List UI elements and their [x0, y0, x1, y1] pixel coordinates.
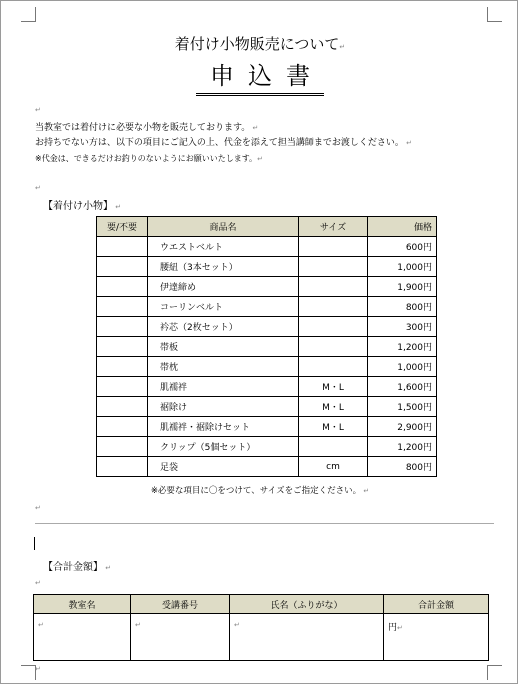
document-title[interactable]: 着付け小物販売について↵ [174, 35, 346, 53]
size-cell[interactable] [299, 237, 368, 257]
product-name-text: ウエストベルト [160, 243, 224, 253]
size-cell[interactable] [299, 277, 368, 297]
need-cell[interactable] [97, 297, 148, 317]
price [368, 437, 437, 457]
price-text: 800円 [405, 463, 432, 473]
header-price: 価格 [368, 217, 437, 237]
intro-text[interactable] [35, 121, 412, 167]
selection-note[interactable]: ※必要な項目に〇をつけて、サイズをご指定ください。 ↵ [150, 486, 370, 496]
price-text: 1,200円 [397, 343, 432, 353]
header-total-amount: 合計金額 [384, 595, 489, 614]
product-name-text: クリップ（5個セット） [160, 443, 256, 453]
size-cell-text: cm [326, 461, 340, 472]
product-name-text: 腰紐（3本セット） [160, 263, 238, 273]
size-cell[interactable] [299, 317, 368, 337]
price-text: 1,000円 [397, 363, 432, 373]
student-number-cell[interactable]: ↵ [131, 614, 230, 661]
product-name-text: 肌襦袢 [160, 383, 188, 393]
price-text: 300円 [405, 323, 432, 333]
product-name-text: 衿芯（2枚セット） [160, 323, 238, 333]
item-row [97, 257, 437, 277]
header-classroom: 教室名 [34, 595, 131, 614]
product-name [148, 357, 299, 377]
need-cell[interactable] [97, 257, 148, 277]
crop-mark-top-left [21, 7, 36, 22]
item-row [97, 417, 437, 437]
need-cell[interactable] [97, 397, 148, 417]
price-text: 2,900円 [397, 423, 432, 433]
paragraph-mark: ↵ [35, 504, 41, 512]
total-entry-row [34, 614, 489, 661]
price [368, 277, 437, 297]
price [368, 317, 437, 337]
need-cell[interactable] [97, 377, 148, 397]
price [368, 297, 437, 317]
crop-mark-bottom-left [21, 665, 36, 680]
need-cell[interactable] [97, 237, 148, 257]
classroom-cell[interactable]: ↵ [34, 614, 131, 661]
total-amount-cell[interactable]: 円↵ [384, 614, 489, 661]
price [368, 457, 437, 477]
application-form-title[interactable]: 申込書 [1, 61, 518, 96]
product-name [148, 237, 299, 257]
product-name [148, 417, 299, 437]
need-cell[interactable] [97, 357, 148, 377]
price-text: 1,900円 [397, 283, 432, 293]
size-cell[interactable] [299, 337, 368, 357]
item-row [97, 317, 437, 337]
product-name [148, 337, 299, 357]
intro-line-1: 当教室では着付けに必要な小物を販売しております。 ↵ [35, 123, 259, 133]
size-cell-text: M・L [322, 423, 344, 433]
product-name [148, 457, 299, 477]
need-cell[interactable] [97, 277, 148, 297]
header-product: 商品名 [148, 217, 299, 237]
product-name [148, 437, 299, 457]
product-name-text: 足袋 [160, 463, 179, 473]
items-section-heading[interactable]: 【着付け小物】 ↵ [43, 201, 122, 212]
crop-mark-bottom-right [487, 665, 502, 680]
header-size: サイズ [299, 217, 368, 237]
text-cursor [34, 537, 35, 550]
paragraph-mark: ↵ [35, 106, 41, 114]
product-name [148, 297, 299, 317]
price [368, 417, 437, 437]
item-row [97, 397, 437, 417]
product-name-text: 伊達締め [160, 283, 197, 293]
item-row [97, 297, 437, 317]
size-cell[interactable] [299, 257, 368, 277]
product-name [148, 397, 299, 417]
size-cell[interactable] [299, 397, 368, 417]
size-cell-text: M・L [322, 383, 344, 393]
name-cell[interactable]: ↵ [230, 614, 384, 661]
price [368, 257, 437, 277]
total-header-row [34, 595, 489, 614]
header-name: 氏名（ふりがな） [230, 595, 384, 614]
price-text: 1,000円 [397, 263, 432, 273]
items-table[interactable] [96, 216, 437, 477]
product-name-text: コーリンベルト [160, 303, 224, 313]
size-cell[interactable] [299, 417, 368, 437]
price [368, 337, 437, 357]
item-row [97, 457, 437, 477]
item-row [97, 237, 437, 257]
product-name [148, 317, 299, 337]
need-cell[interactable] [97, 337, 148, 357]
price-text: 1,600円 [397, 383, 432, 393]
product-name-text: 帯枕 [160, 363, 179, 373]
paragraph-mark: ↵ [35, 665, 41, 673]
crop-mark-top-right [487, 7, 502, 22]
size-cell[interactable] [299, 437, 368, 457]
item-row [97, 357, 437, 377]
paragraph-mark: ↵ [35, 184, 41, 192]
product-name [148, 257, 299, 277]
need-cell[interactable] [97, 417, 148, 437]
items-header-row [97, 217, 437, 237]
paragraph-mark: ↵ [35, 579, 41, 587]
item-row [97, 337, 437, 357]
item-row [97, 437, 437, 457]
item-row [97, 377, 437, 397]
intro-line-2: お持ちでない方は、以下の項目にご記入の上、代金を添えて担当講師までお渡しください。 ↵ [35, 138, 413, 148]
size-cell[interactable] [299, 357, 368, 377]
price-text: 1,200円 [397, 443, 432, 453]
need-cell[interactable] [97, 317, 148, 337]
size-cell[interactable] [299, 377, 368, 397]
price-text: 600円 [405, 243, 432, 253]
need-cell[interactable] [97, 437, 148, 457]
price [368, 377, 437, 397]
intro-line-3: ※代金は、できるだけお釣りのないようにお願いいたします。↵ [35, 154, 263, 163]
need-cell[interactable] [97, 457, 148, 477]
size-cell[interactable] [299, 297, 368, 317]
price-text: 800円 [405, 303, 432, 313]
horizontal-rule [35, 523, 494, 524]
product-name [148, 377, 299, 397]
size-cell[interactable] [299, 457, 368, 477]
price [368, 397, 437, 417]
item-row [97, 277, 437, 297]
product-name [148, 277, 299, 297]
product-name-text: 肌襦袢・裾除けセット [160, 423, 251, 433]
header-student-number: 受講番号 [131, 595, 230, 614]
price-text: 1,500円 [397, 403, 432, 413]
size-cell-text: M・L [322, 403, 344, 413]
product-name-text: 帯板 [160, 343, 179, 353]
total-table[interactable] [33, 594, 489, 661]
header-need: 要/不要 [97, 217, 148, 237]
total-section-heading[interactable]: 【合計金額】 ↵ [43, 562, 112, 573]
price [368, 357, 437, 377]
price [368, 237, 437, 257]
product-name-text: 裾除け [160, 403, 188, 413]
